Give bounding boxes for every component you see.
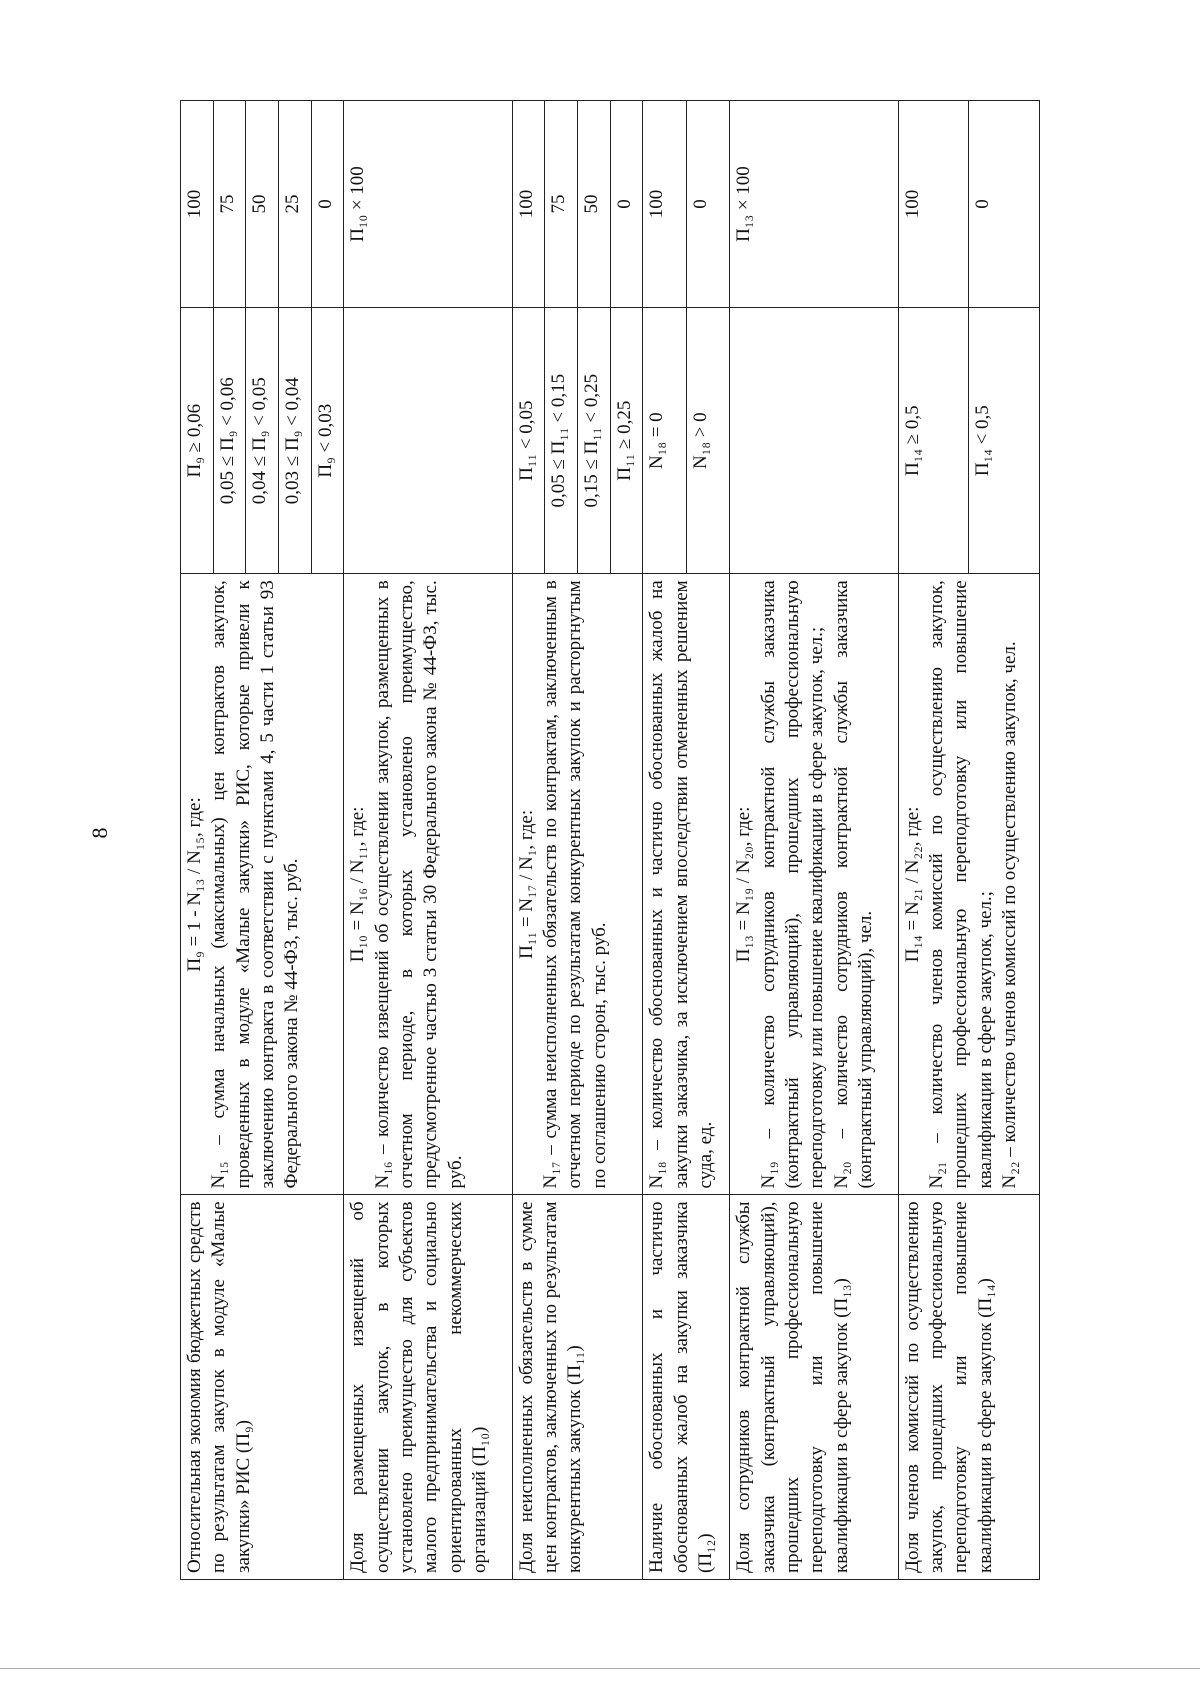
criteria-table [180,100,1040,1580]
condition-cell: 0,05 ≤ П₁₁ < 0,15 [545,308,578,574]
indicator-name: Доля сотрудников контрактной службы заказчика (контрактный управляющий), прошедших профессиональную переподготовку или повышение квалификации в сфере закупок (П₁₃) [730,1195,898,1580]
condition-cell: П₁₁ < 0,05 [512,308,545,574]
condition-cell: П₁₁ ≥ 0,25 [610,308,643,574]
score-cell: 100 [898,101,969,308]
formula-cell [344,574,512,1195]
score-cell: 75 [213,101,246,308]
score-cell: 0 [686,101,729,308]
formula: П₁₀ = N₁₆ / N₁₁, где: [347,806,369,963]
criteria-table-container [180,100,1040,1580]
score-cell: П₁₃ × 100 [730,101,898,308]
condition-cell: 0,03 ≤ П₉ < 0,04 [279,308,312,574]
table-row [643,101,686,1580]
score-cell: 100 [643,101,686,308]
formula-variable-description: N₁₈ – количество обоснованных и частично обоснованных жалоб на закупки заказчика, за исключением впоследствии отмененных решением суда, ед. [646,580,717,1189]
score-cell: 50 [246,101,279,308]
formula-cell [730,574,898,1195]
formula: П₉ = 1 - N₁₃ / N₁₅, где: [184,797,205,972]
formula-variable-description: N₁₆ – количество извещений об осуществлении закупок, размещенных в отчетном периоде, в которых установлено преимущество, предусмотренное частью 3 статьи 30 Федерального закона № 44-ФЗ, тыс. руб. [371,580,466,1189]
formula-variable-description: N₁₅ – сумма начальных (максимальных) цен контрактов закупок, проведенных в модуле «Малые закупки» РИС, которые привели к заключению контракта в соответствии с пунктами 4, 5 части 1 статьи 93 Федерального закона № 44-ФЗ, тыс. руб. [208,580,303,1189]
table-row [181,101,214,1580]
condition-cell: 0,04 ≤ П₉ < 0,05 [246,308,279,574]
formula-cell [512,574,643,1195]
formula: П₁₄ = N₂₁ / N₂₂, где: [901,806,923,963]
condition-cell: N₁₈ > 0 [686,308,729,574]
formula-cell [643,574,730,1195]
indicator-name: Наличие обоснованных и частично обоснованных жалоб на закупки заказчика (П₁₂) [643,1195,730,1580]
condition-cell: П₁₄ < 0,5 [969,308,1040,574]
indicator-name: Относительная экономия бюджетных средств по результатам закупок в модуле «Малые закупки» РИС (П₉) [181,1195,344,1580]
score-cell: 50 [578,101,611,308]
table-row [730,101,898,1580]
formula-cell [898,574,1039,1195]
score-cell: 25 [279,101,312,308]
page-number: 8 [87,827,112,839]
table-row [898,101,969,1580]
condition-cell: 0,15 ≤ П₁₁ < 0,25 [578,308,611,574]
indicator-name: Доля членов комиссий по осуществлению закупок, прошедших профессиональную переподготовку или повышение квалификации в сфере закупок (П₁₄) [898,1195,1039,1580]
condition-cell: П₉ < 0,03 [311,308,344,574]
score-cell: 75 [545,101,578,308]
score-cell: 100 [512,101,545,308]
condition-cell: 0,05 ≤ П₉ < 0,06 [213,308,246,574]
formula-variable-description: N₂₀ – количество сотрудников контрактной службы заказчика (контрактный управляющий), чел. [830,580,876,1189]
formula-variable-description: N₁₇ – сумма неисполненных обязательств по контрактам, заключенным в отчетном периоде по результатам конкурентных закупок и расторгнутым по соглашению сторон, тыс. руб. [540,580,610,1189]
formula: П₁₃ = N₁₉ / N₂₀, где: [733,806,755,963]
scan-edge-line [0,1668,1200,1669]
formula-cell [181,574,344,1195]
score-cell: 0 [311,101,344,308]
formula-variable-description: N₁₉ – количество сотрудников контрактной службы заказчика (контрактный управляющий), прошедших профессиональную переподготовку или повышение квалификации в сфере закупок, чел.; [757,580,828,1189]
table-row [344,101,512,1580]
condition-cell: П₁₄ ≥ 0,5 [898,308,969,574]
condition-cell [344,308,512,574]
formula-variable-description: N₂₂ – количество членов комиссий по осуществлению закупок, чел. [998,641,1020,1189]
indicator-name: Доля размещенных извещений об осуществлении закупок, в которых установлено преимущество для субъектов малого предпринимательства и социально ориентированных некоммерческих организаций (П₁₀) [344,1195,512,1580]
criteria-table-body [181,101,1040,1580]
score-cell: 0 [610,101,643,308]
condition-cell: П₉ ≥ 0,06 [181,308,214,574]
indicator-name: Доля неисполненных обязательств в сумме цен контрактов, заключенных по результатам конкурентных закупок (П₁₁) [512,1195,643,1580]
table-row [512,101,545,1580]
score-cell: 100 [181,101,214,308]
formula: П₁₁ = N₁₇ / N₁, где: [515,809,537,959]
condition-cell: N₁₈ = 0 [643,308,686,574]
condition-cell [730,308,898,574]
score-cell: 0 [969,101,1040,308]
formula-variable-description: N₂₁ – количество членов комиссий по осуществлению закупок, прошедших профессиональную переподготовку или повышение квалификации в сфере закупок, чел.; [926,580,996,1189]
score-cell: П₁₀ × 100 [344,101,512,308]
